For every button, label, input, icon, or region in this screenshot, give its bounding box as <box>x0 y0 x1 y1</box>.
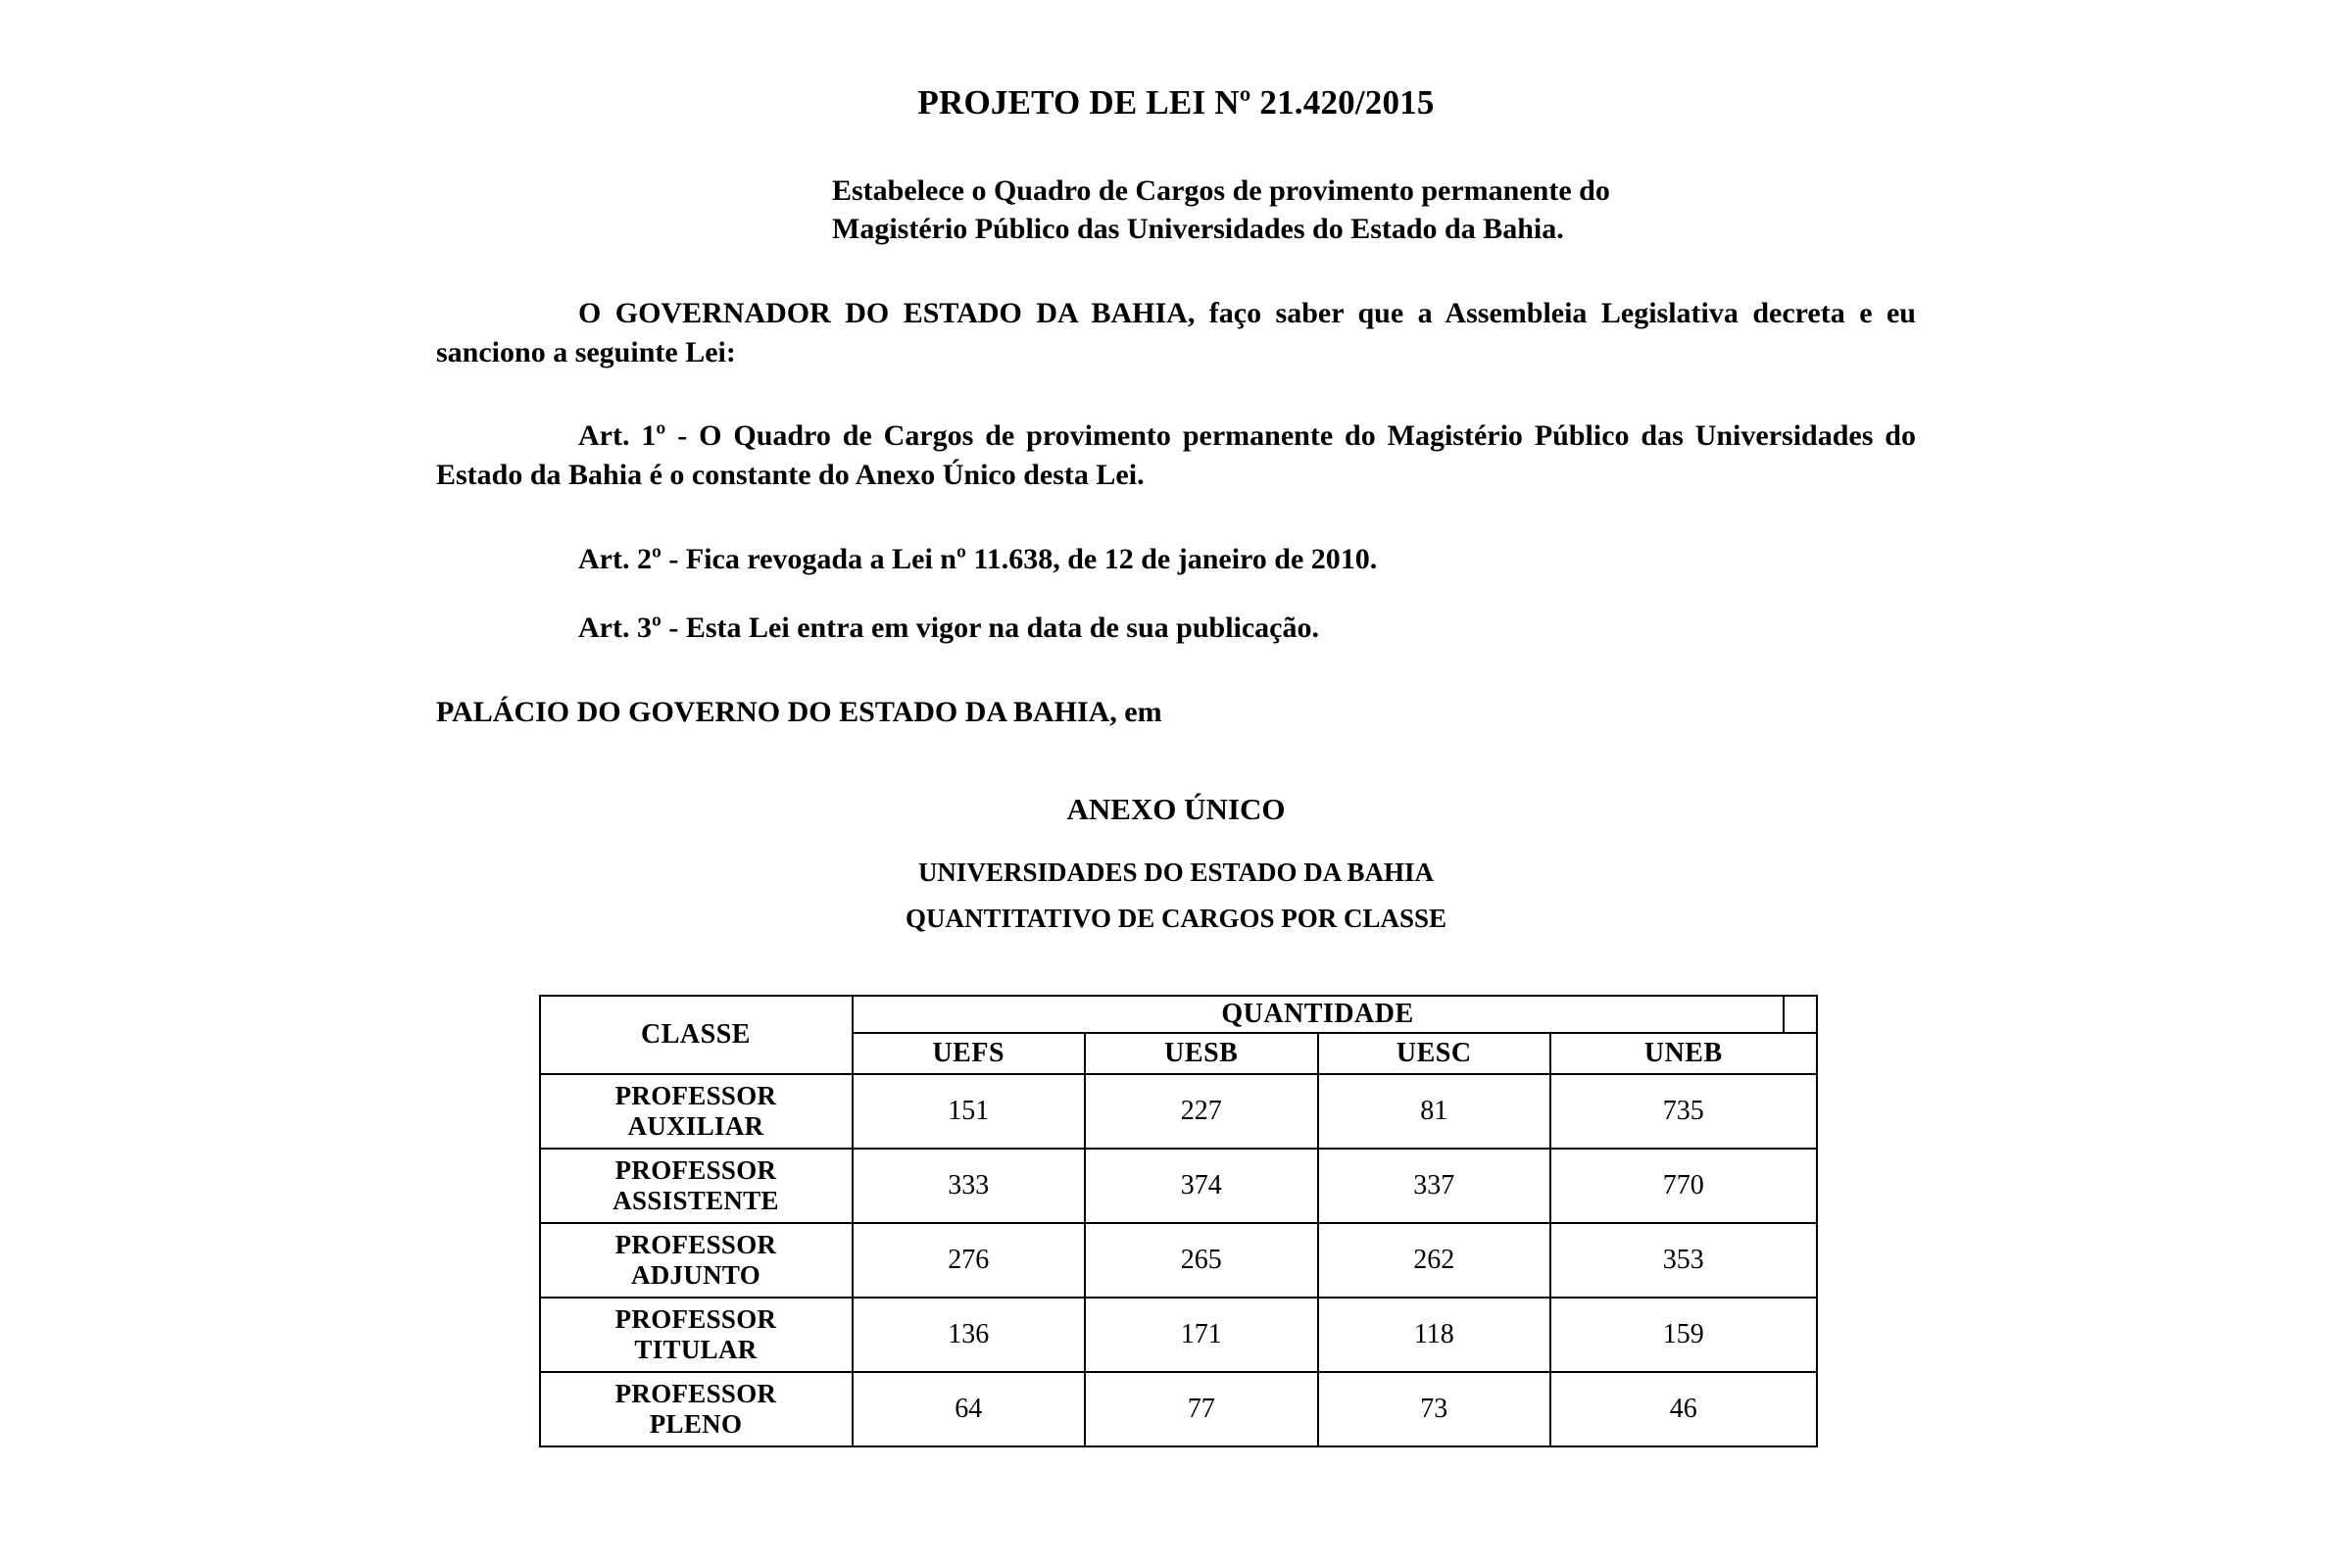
article-1 <box>436 416 1916 495</box>
ementa-block <box>436 172 1916 249</box>
cell-uneb: 46 <box>1550 1372 1817 1446</box>
cargos-table <box>539 995 1818 1447</box>
classe-line-2: TITULAR <box>634 1334 758 1364</box>
column-header-classe: CLASSE <box>540 996 853 1074</box>
cell-uesb: 265 <box>1085 1223 1318 1298</box>
cell-uefs: 64 <box>853 1372 1086 1446</box>
document-content <box>436 0 1916 1447</box>
column-header-uesb: UESB <box>1085 1033 1318 1074</box>
classe-line-1: PROFESSOR <box>614 1080 777 1110</box>
table-row <box>540 1298 1817 1372</box>
column-header-quantidade: QUANTIDADE <box>853 996 1784 1033</box>
cell-uesc: 337 <box>1318 1149 1551 1223</box>
ementa-line-2: Magistério Público das Universidades do Estado da Bahia. <box>832 213 1564 246</box>
classe-line-2: ADJUNTO <box>630 1259 761 1290</box>
cell-uesc: 81 <box>1318 1074 1551 1149</box>
classe-line-2: AUXILIAR <box>627 1110 764 1141</box>
article-1-text: Art. 1º - O Quadro de Cargos de provimento permanente do Magistério Público das Universidades do Estado da Bahia é o constante do Anexo Único desta Lei. <box>436 419 1916 492</box>
cell-classe <box>540 1149 853 1223</box>
spacer <box>436 648 1916 693</box>
column-header-uefs: UEFS <box>853 1033 1086 1074</box>
annex-title: ANEXO ÚNICO <box>1066 791 1286 826</box>
column-header-blank <box>1784 996 1817 1033</box>
spacer <box>436 249 1916 294</box>
classe-line-1: PROFESSOR <box>614 1378 777 1408</box>
cell-uesb: 77 <box>1085 1372 1318 1446</box>
preamble-paragraph <box>436 294 1916 372</box>
cell-uesb: 374 <box>1085 1149 1318 1223</box>
classe-line-2: PLENO <box>649 1408 743 1439</box>
column-header-uneb: UNEB <box>1550 1033 1817 1074</box>
article-2 <box>436 540 1916 579</box>
table-row <box>540 1223 1817 1298</box>
cell-uesc: 118 <box>1318 1298 1551 1372</box>
cell-uefs: 151 <box>853 1074 1086 1149</box>
column-header-uesc: UESC <box>1318 1033 1551 1074</box>
cell-uefs: 276 <box>853 1223 1086 1298</box>
spacer <box>436 495 1916 540</box>
table-row <box>540 1149 1817 1223</box>
cell-uneb: 735 <box>1550 1074 1817 1149</box>
article-3-text: Art. 3º - Esta Lei entra em vigor na data de sua publicação. <box>578 612 1319 645</box>
cell-uefs: 333 <box>853 1149 1086 1223</box>
cell-classe <box>540 1074 853 1149</box>
spacer <box>436 889 1916 903</box>
cell-uefs: 136 <box>853 1298 1086 1372</box>
classe-line-2: ASSISTENTE <box>612 1185 779 1215</box>
cell-uneb: 353 <box>1550 1223 1817 1298</box>
closing-line: PALÁCIO DO GOVERNO DO ESTADO DA BAHIA, em <box>436 696 1162 729</box>
cell-classe <box>540 1298 853 1372</box>
spacer <box>436 732 1916 791</box>
table-head <box>540 996 1817 1074</box>
annex-subtitle-2: QUANTITATIVO DE CARGOS POR CLASSE <box>905 903 1447 933</box>
table-container <box>436 995 1916 1447</box>
table-header-row-1 <box>540 996 1817 1033</box>
table-row <box>540 1074 1817 1149</box>
cell-classe <box>540 1372 853 1446</box>
spacer <box>436 579 1916 609</box>
cell-uesc: 262 <box>1318 1223 1551 1298</box>
ementa-line-1: Estabelece o Quadro de Cargos de provimento permanente do <box>832 173 1610 207</box>
cell-uesc: 73 <box>1318 1372 1551 1446</box>
table-body <box>540 1074 1817 1446</box>
cell-classe <box>540 1223 853 1298</box>
classe-line-1: PROFESSOR <box>614 1154 777 1185</box>
preamble-text: O GOVERNADOR DO ESTADO DA BAHIA, faço saber que a Assembleia Legislativa decreta e eu sanciono a seguinte Lei: <box>436 296 1916 368</box>
article-2-text: Art. 2º - Fica revogada a Lei nº 11.638, de 12 de janeiro de 2010. <box>578 543 1378 576</box>
spacer <box>436 371 1916 416</box>
cell-uesb: 171 <box>1085 1298 1318 1372</box>
annex-subtitle-1: UNIVERSIDADES DO ESTADO DA BAHIA <box>917 858 1435 888</box>
cell-uesb: 227 <box>1085 1074 1318 1149</box>
classe-line-1: PROFESSOR <box>614 1229 777 1259</box>
article-3 <box>436 609 1916 648</box>
classe-line-1: PROFESSOR <box>614 1303 777 1334</box>
table-row <box>540 1372 1817 1446</box>
cell-uneb: 770 <box>1550 1149 1817 1223</box>
cell-uneb: 159 <box>1550 1298 1817 1372</box>
page-title: PROJETO DE LEI Nº 21.420/2015 <box>917 83 1435 122</box>
spacer <box>436 827 1916 857</box>
